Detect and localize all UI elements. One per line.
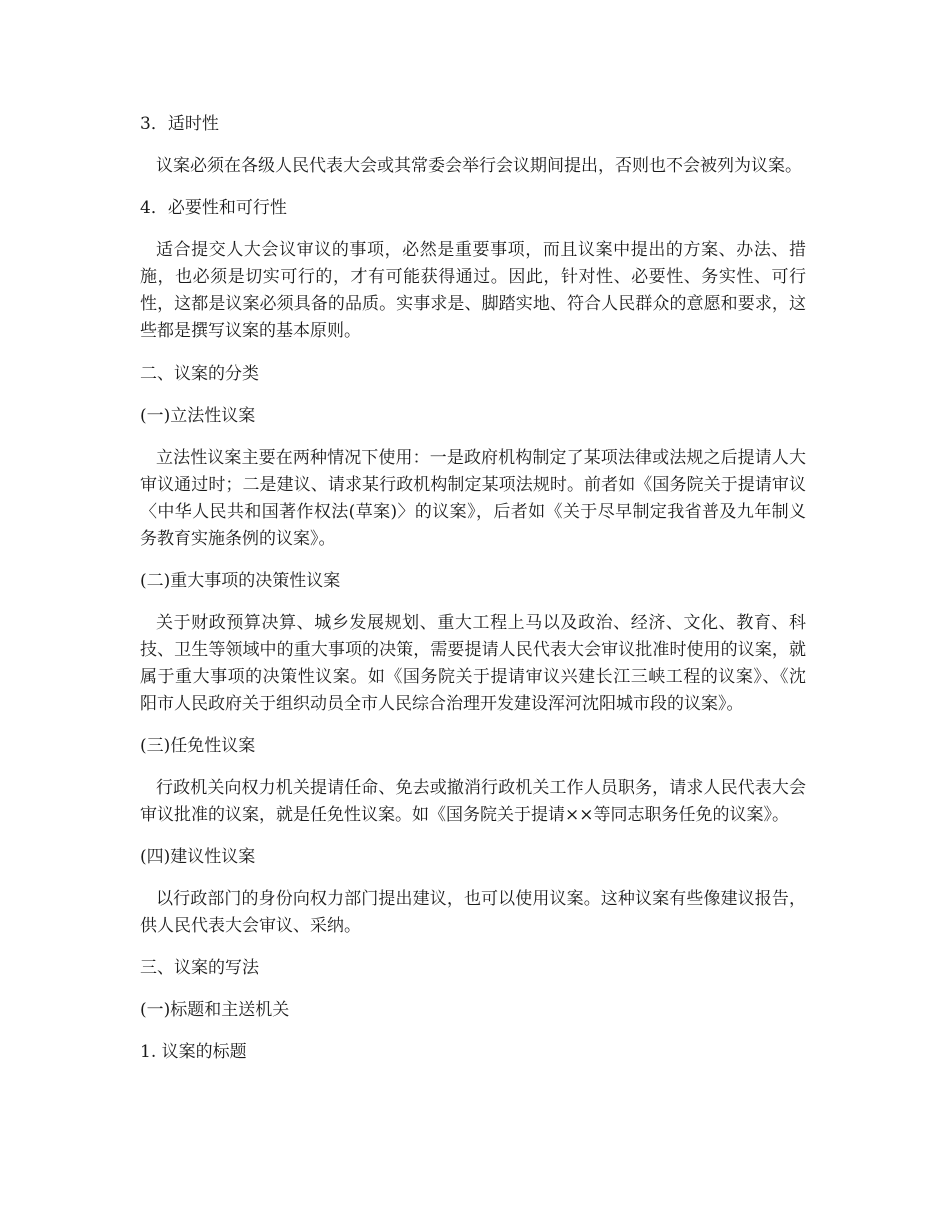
text-line: 以行政部门的身份向权力部门提出建议，也可以使用议案。这种议案有些像建议报告， xyxy=(156,889,806,909)
paragraph-legislative xyxy=(140,445,806,553)
subheading-suggestion: (四)建议性议案 xyxy=(140,847,256,867)
subheading-appointment: (三)任免性议案 xyxy=(140,736,256,756)
subheading-title-recipient: (一)标题和主送机关 xyxy=(140,1000,290,1020)
text-line: 些都是撰写议案的基本原则。 xyxy=(140,321,361,341)
section-classification: 二、议案的分类 xyxy=(140,364,259,384)
text-line: 关于财政预算决算、城乡发展规划、重大工程上马以及政治、经济、文化、教育、科 xyxy=(156,613,806,633)
text-line: 技、卫生等领域中的重大事项的决策，需要提请人民代表大会审议批准时使用的议案，就 xyxy=(140,640,806,660)
text-line: 供人民代表大会审议、采纳。 xyxy=(140,916,361,936)
subheading-decision: (二)重大事项的决策性议案 xyxy=(140,571,341,591)
text-line: 施，也必须是切实可行的，才有可能获得通过。因此，针对性、必要性、务实性、可行 xyxy=(140,267,806,287)
heading-necessity: 4．必要性和可行性 xyxy=(140,198,287,218)
paragraph-decision xyxy=(140,610,806,718)
text-line: 审议批准的议案，就是任免性议案。如《国务院关于提请××等同志职务任免的议案》。 xyxy=(140,805,789,825)
text-line: 议案必须在各级人民代表大会或其常委会举行会议期间提出，否则也不会被列为议案。 xyxy=(156,156,802,176)
text-line: 务教育实施条例的议案》。 xyxy=(140,529,336,549)
paragraph-timeliness xyxy=(140,153,806,180)
text-line: 阳市人民政府关于组织动员全市人民综合治理开发建设浑河沈阳城市段的议案》。 xyxy=(140,694,744,714)
text-line: 〈中华人民共和国著作权法(草案)〉的议案》，后者如《关于尽早制定我省普及九年制义 xyxy=(140,502,806,522)
text-line: 适合提交人大会议审议的事项，必然是重要事项，而且议案中提出的方案、办法、措 xyxy=(156,240,806,260)
text-line: 立法性议案主要在两种情况下使用：一是政府机构制定了某项法律或法规之后提请人大 xyxy=(156,448,806,468)
text-line: 属于重大事项的决策性议案。如《国务院关于提请审议兴建长江三峡工程的议案》、《沈 xyxy=(140,667,806,687)
paragraph-appointment xyxy=(140,775,806,829)
paragraph-suggestion xyxy=(140,886,806,940)
subheading-legislative: (一)立法性议案 xyxy=(140,406,256,426)
item-proposal-title: 1. 议案的标题 xyxy=(140,1042,247,1062)
heading-timeliness: 3．适时性 xyxy=(140,114,219,134)
text-line: 行政机关向权力机关提请任命、免去或撤消行政机关工作人员职务，请求人民代表大会 xyxy=(156,778,806,798)
paragraph-necessity xyxy=(140,237,806,345)
text-line: 审议通过时；二是建议、请求某行政机构制定某项法规时。前者如《国务院关于提请审议 xyxy=(140,475,806,495)
text-line: 性，这都是议案必须具备的品质。实事求是、脚踏实地、符合人民群众的意愿和要求，这 xyxy=(140,294,806,314)
section-writing: 三、议案的写法 xyxy=(140,958,259,978)
